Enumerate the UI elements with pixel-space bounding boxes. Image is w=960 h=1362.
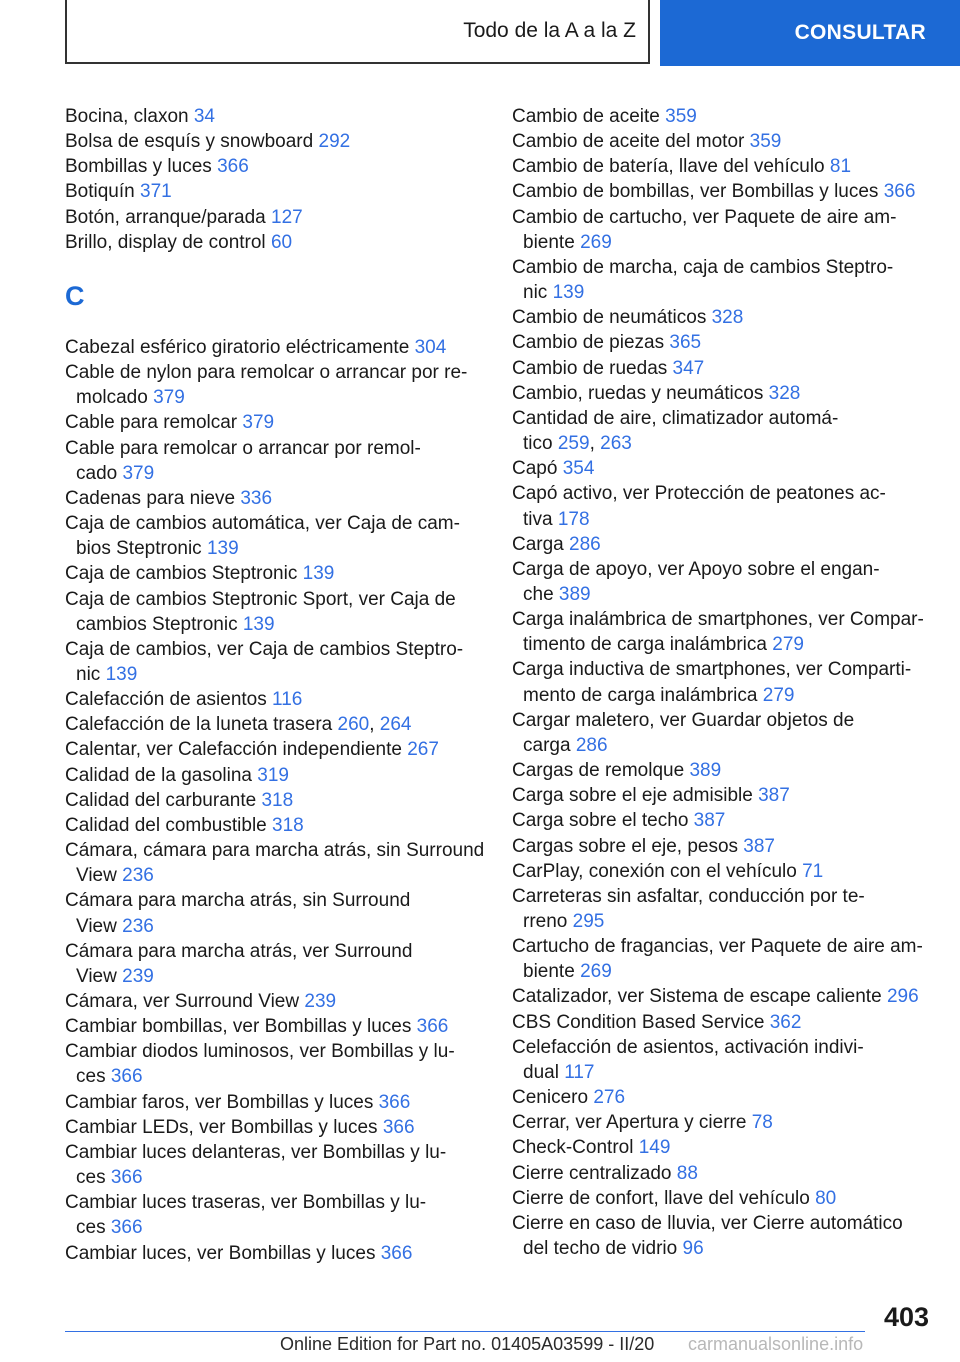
index-entry-text: Caja de cambios Steptronic [65,563,298,585]
index-entry-text: Carga sobre el techo [512,810,689,832]
index-entry-text: Cámara para marcha atrás, sin Surround [65,890,411,912]
index-entry-text: dual [523,1061,559,1083]
index-entry-text: Cargas de remolque [512,760,685,782]
page-link[interactable]: 259 [557,433,590,455]
tab-consult-label: CONSULTAR [794,21,926,44]
page-link[interactable]: 276 [593,1087,626,1109]
page-link[interactable]: 347 [672,357,705,379]
index-entry [512,557,932,607]
index-entry-text: del techo de vidrio [523,1238,678,1260]
index-entry-text: Calidad del carburante [65,789,257,811]
index-entry [65,205,480,230]
index-entry [65,410,480,435]
index-entry-text: Cambio de piezas [512,332,665,354]
index-entry-text: CBS Condition Based Service [512,1011,765,1033]
index-entry-text: Carreteras sin asfaltar, conducción por te- [512,885,865,907]
index-entry [512,481,932,531]
index-entry-text: Calefacción de asientos [65,689,267,711]
page-link[interactable]: 389 [558,583,591,605]
index-entry-text: nic [523,282,548,304]
page-link[interactable]: 239 [122,965,154,987]
index-entry-text: Cambio de aceite [512,106,660,127]
index-entry-text: Cierre en caso de lluvia, ver Cierre automático [512,1212,903,1234]
section-letter: C [65,280,85,311]
page-link[interactable]: 366 [883,181,916,203]
index-entry-text: Cambiar luces delanteras, ver Bombillas y lu- [65,1141,447,1163]
page-link[interactable]: 389 [689,760,722,782]
index-entry-text: cambios Steptronic [76,613,238,635]
index-entry [65,737,480,762]
index-entry-text: Cambiar diodos luminosos, ver Bombillas y lu- [65,1041,455,1063]
index-entry-text: biente [523,961,575,983]
index-entry-text: Bolsa de esquís y snowboard [65,131,314,153]
index-entry-text: Botón, arranque/parada [65,206,266,228]
index-entry [512,808,932,833]
index-entry [512,758,932,783]
page-link[interactable]: 354 [562,458,595,480]
index-entry [65,888,480,938]
page-link[interactable]: 139 [105,663,138,685]
index-entry-text: Cambio de aceite del motor [512,131,745,153]
index-entry [512,129,932,154]
page-link[interactable]: 88 [676,1162,698,1184]
index-entry [65,813,480,838]
index-entry [65,1140,480,1190]
page-link[interactable]: 269 [580,231,612,253]
page-link[interactable]: 236 [122,915,154,937]
index-entry [512,456,932,481]
index-entry [512,255,932,305]
page-link[interactable]: 34 [193,106,215,127]
page-link[interactable]: 236 [122,865,154,887]
page-link[interactable]: 286 [569,533,601,555]
index-entry [65,687,480,712]
index-entry-text: Cambio de batería, llave del vehículo [512,156,825,178]
index-entry-text: Cabezal esférico giratorio eléctricamente [65,336,410,358]
index-entry [65,939,480,989]
index-entry [65,511,480,561]
page-link[interactable]: 117 [564,1061,595,1083]
index-entry-text: Caja de cambios automática, ver Caja de cam- [65,513,460,535]
footer-edition: Online Edition for Part no. 01405A03599 - II/20 [280,1334,655,1354]
page-link[interactable]: 359 [665,106,697,127]
index-entry [512,104,932,129]
index-entry [512,708,932,758]
index-entry [65,1190,480,1240]
index-entry [512,179,932,204]
page-link[interactable]: 139 [552,282,585,304]
index-entry [65,154,480,179]
index-column-left [65,104,485,1266]
page-link[interactable]: 279 [772,634,804,656]
index-entry [512,1035,932,1085]
index-entry-text: ces [76,1217,106,1239]
index-entry-text: Cámara para marcha atrás, ver Surround [65,940,413,962]
page-link[interactable]: 267 [407,739,439,761]
index-entry-text: Cargar maletero, ver Guardar objetos de [512,709,855,731]
index-entry [512,154,932,179]
index-entry [512,1135,932,1160]
index-entry-text: Carga sobre el eje admisible [512,785,753,807]
index-entry-text: Cambiar LEDs, ver Bombillas y luces [65,1116,378,1138]
page-link[interactable]: 371 [140,181,172,203]
index-entry-text: Cambiar luces traseras, ver Bombillas y lu- [65,1192,427,1214]
index-entry [512,1186,932,1211]
index-entry-text: Cadenas para nieve [65,487,236,509]
index-entry [512,884,932,934]
tab-a-to-z[interactable] [65,0,650,64]
index-entry-text: Cambiar luces, ver Bombillas y luces [65,1242,376,1264]
index-entry: Cantidad de aire, climatizador automá- tico 259, 263 [512,407,839,455]
page-link[interactable]: 263 [600,433,632,455]
index-entry-text: Cambiar bombillas, ver Bombillas y luces [65,1016,412,1038]
footer-divider [65,1331,865,1332]
index-entry [65,587,480,637]
page-link[interactable]: 264 [379,714,412,736]
index-entry [65,838,485,888]
index-entry-text: Calentar, ver Calefacción independiente [65,739,402,761]
index-entry-text: Cambio de marcha, caja de cambios Steptro- [512,256,894,278]
page-link[interactable]: 127 [271,206,303,228]
index-entry-text: Carga inalámbrica de smartphones, ver Compar- [512,609,924,631]
page-link[interactable]: 318 [272,814,304,836]
index-entry [65,360,480,410]
page-link[interactable]: 379 [242,412,275,434]
index-entry [512,305,932,330]
page-link[interactable]: 366 [110,1217,143,1239]
page-link[interactable]: 387 [693,810,726,832]
index-entry-text: Capó [512,458,558,480]
page-link[interactable]: 362 [769,1011,802,1033]
page-link[interactable]: 365 [669,332,702,354]
page-link[interactable]: 80 [815,1187,837,1209]
index-entry-text: Cambiar faros, ver Bombillas y luces [65,1091,374,1113]
page-link[interactable]: 366 [382,1116,415,1138]
index-entry-text: Botiquín [65,181,135,203]
index-entry-text: Cargas sobre el eje, pesos [512,835,739,857]
page-link[interactable]: 178 [557,508,590,530]
index-entry [512,532,932,557]
index-column-right [512,104,932,1261]
page-link[interactable]: 78 [751,1112,773,1134]
index-entry-text: Caja de cambios, ver Caja de cambios Steptro- [65,638,464,660]
index-entry-text: mento de carga inalámbrica [523,684,758,706]
index-entry-text: Cable de nylon para remolcar o arrancar por re- [65,362,468,384]
index-entry [65,1014,480,1039]
footer-watermark: carmanualsonline.info [688,1334,864,1354]
index-entry-text: tico [523,433,553,455]
index-entry-text: Cambio de neumáticos [512,307,707,329]
page-link[interactable]: 328 [711,307,744,329]
page-link[interactable]: 366 [110,1167,143,1189]
index-entry [512,381,932,406]
tab-consult[interactable] [660,0,960,66]
index-entry-text: Calidad de la gasolina [65,764,252,786]
index-entry [512,1211,932,1261]
index-entry [512,657,932,707]
index-entry-text: carga [523,734,571,756]
index-entry-text: Cerrar, ver Apertura y cierre [512,1112,747,1134]
index-entry-text: ces [76,1167,106,1189]
index-entry-text: Catalizador, ver Sistema de escape caliente [512,986,882,1008]
page-link[interactable]: 366 [378,1091,411,1113]
index-entry [512,607,932,657]
page-link[interactable]: 359 [749,131,782,153]
index-entry-text: View [76,965,117,987]
page-link[interactable]: 366 [380,1242,413,1264]
index-entry [512,859,932,884]
index-entry-text: cado [76,462,118,484]
page-link[interactable]: 387 [758,785,790,807]
index-entry-text: Carga [512,533,564,555]
page-link[interactable]: 279 [762,684,795,706]
page-link[interactable]: 60 [270,231,293,253]
index-entry [65,788,480,813]
page-link[interactable]: 286 [575,734,608,756]
index-entry [65,104,480,129]
index-entry-text: Bombillas y luces [65,156,212,178]
index-entry-text: Cierre de confort, llave del vehículo [512,1187,810,1209]
page-link[interactable]: 149 [638,1137,671,1159]
index-entry [65,335,480,360]
page-link[interactable]: 379 [153,387,185,409]
index-entry-text: ces [76,1066,106,1088]
index-entry [65,230,480,255]
page-link[interactable]: 304 [414,336,447,358]
index-entry-text: Capó activo, ver Protección de peatones ac- [512,483,886,505]
index-entry-text: Calefacción de la luneta trasera [65,714,333,736]
page-link[interactable]: 260 [337,714,370,736]
page-link[interactable]: 139 [242,613,275,635]
page-header [0,0,960,66]
page-link[interactable]: 295 [572,911,605,932]
index-entry [65,763,480,788]
index-entry-text: Brillo, display de control [65,231,266,253]
index-entry [65,1115,480,1140]
page-link[interactable]: 319 [257,764,289,786]
index-entry-text: Cierre centralizado [512,1162,672,1184]
index-entry-text: rreno [523,911,568,932]
page-link[interactable]: 239 [304,991,337,1012]
index-entry-text: Cable para remolcar o arrancar por remol- [65,437,421,459]
index-entry-text: Cámara, ver Surround View [65,991,300,1012]
index-entry [512,1085,932,1110]
index-entry-text: Cable para remolcar [65,412,238,434]
index-entry [512,984,932,1009]
index-entry-text: biente [523,231,575,253]
index-entry [512,1161,932,1186]
page-link[interactable]: 116 [272,689,303,711]
index-entry [65,486,480,511]
index-entry-text: Carga de apoyo, ver Apoyo sobre el engan- [512,558,880,580]
index-entry-text: Cenicero [512,1087,589,1109]
index-entry-text: Caja de cambios Steptronic Sport, ver Caja de [65,588,456,610]
index-entry [512,934,932,984]
page-link[interactable]: 269 [580,961,612,983]
page-link[interactable]: 139 [302,563,335,585]
index-entry [65,989,480,1014]
page-link[interactable]: 292 [318,131,351,153]
page-link[interactable]: 81 [829,156,852,178]
index-entry: Calefacción de la luneta trasera 260, 264 [65,714,412,736]
page-link[interactable]: 96 [682,1238,704,1260]
index-entry-text: Bocina, claxon [65,106,189,127]
index-entry-text: Cantidad de aire, climatizador automá- [512,407,839,429]
index-entry [65,1039,480,1089]
page-link[interactable]: 366 [110,1066,143,1088]
index-entry [65,1090,480,1115]
index-entry-text: bios Steptronic [76,538,202,560]
index-entry-text: Cambio de cartucho, ver Paquete de aire am- [512,206,897,228]
page-link[interactable]: 366 [416,1016,449,1038]
index-entry-text: nic [76,663,101,685]
index-entry-text: Carga inductiva de smartphones, ver Comparti- [512,659,912,681]
index-entry [512,783,932,808]
index-entry [65,637,480,687]
index-entry-text: Cambio de bombillas, ver Bombillas y luces [512,181,879,203]
page-link[interactable]: 318 [261,789,294,811]
index-entry-text: View [76,865,117,887]
page-link[interactable]: 71 [802,860,824,882]
page-link[interactable]: 296 [886,986,919,1008]
index-entry [512,356,932,381]
index-entry [512,205,932,255]
tab-a-to-z-label: Todo de la A a la Z [463,19,636,42]
index-entry-text: Calidad del combustible [65,814,267,836]
page-link[interactable]: 379 [122,462,155,484]
index-entry-text: molcado [76,387,148,409]
index-entry-text: che [523,583,554,605]
index-entry-text: Celefacción de asientos, activación indivi- [512,1036,864,1058]
index-entry [65,436,480,486]
index-entry-text: Check-Control [512,1137,634,1159]
index-entry [65,561,480,586]
index-entry-text: tiva [523,508,553,530]
index-entry-text: Cámara, cámara para marcha atrás, sin Surround [65,840,485,862]
index-entry-text: Cambio, ruedas y neumáticos [512,382,764,404]
index-entry-text: timento de carga inalámbrica [523,634,767,656]
index-entry [512,1110,932,1135]
index-entry [512,834,932,859]
page-link[interactable]: 366 [217,156,249,178]
page-link[interactable]: 139 [206,538,239,560]
page-number: 403 [883,1302,929,1332]
page-link[interactable]: 387 [743,835,775,857]
page-link[interactable]: 328 [768,382,801,404]
index-entry-text: View [76,915,117,937]
index-entry [512,330,932,355]
index-entry [65,1241,480,1266]
index-entry-text: Cambio de ruedas [512,357,668,379]
page-link[interactable]: 336 [240,487,273,509]
index-entry [65,179,480,204]
index-entry-text: Cartucho de fragancias, ver Paquete de aire am- [512,936,923,958]
index-entry [65,129,480,154]
index-entry [512,1010,932,1035]
index-entry-text: CarPlay, conexión con el vehículo [512,860,797,882]
